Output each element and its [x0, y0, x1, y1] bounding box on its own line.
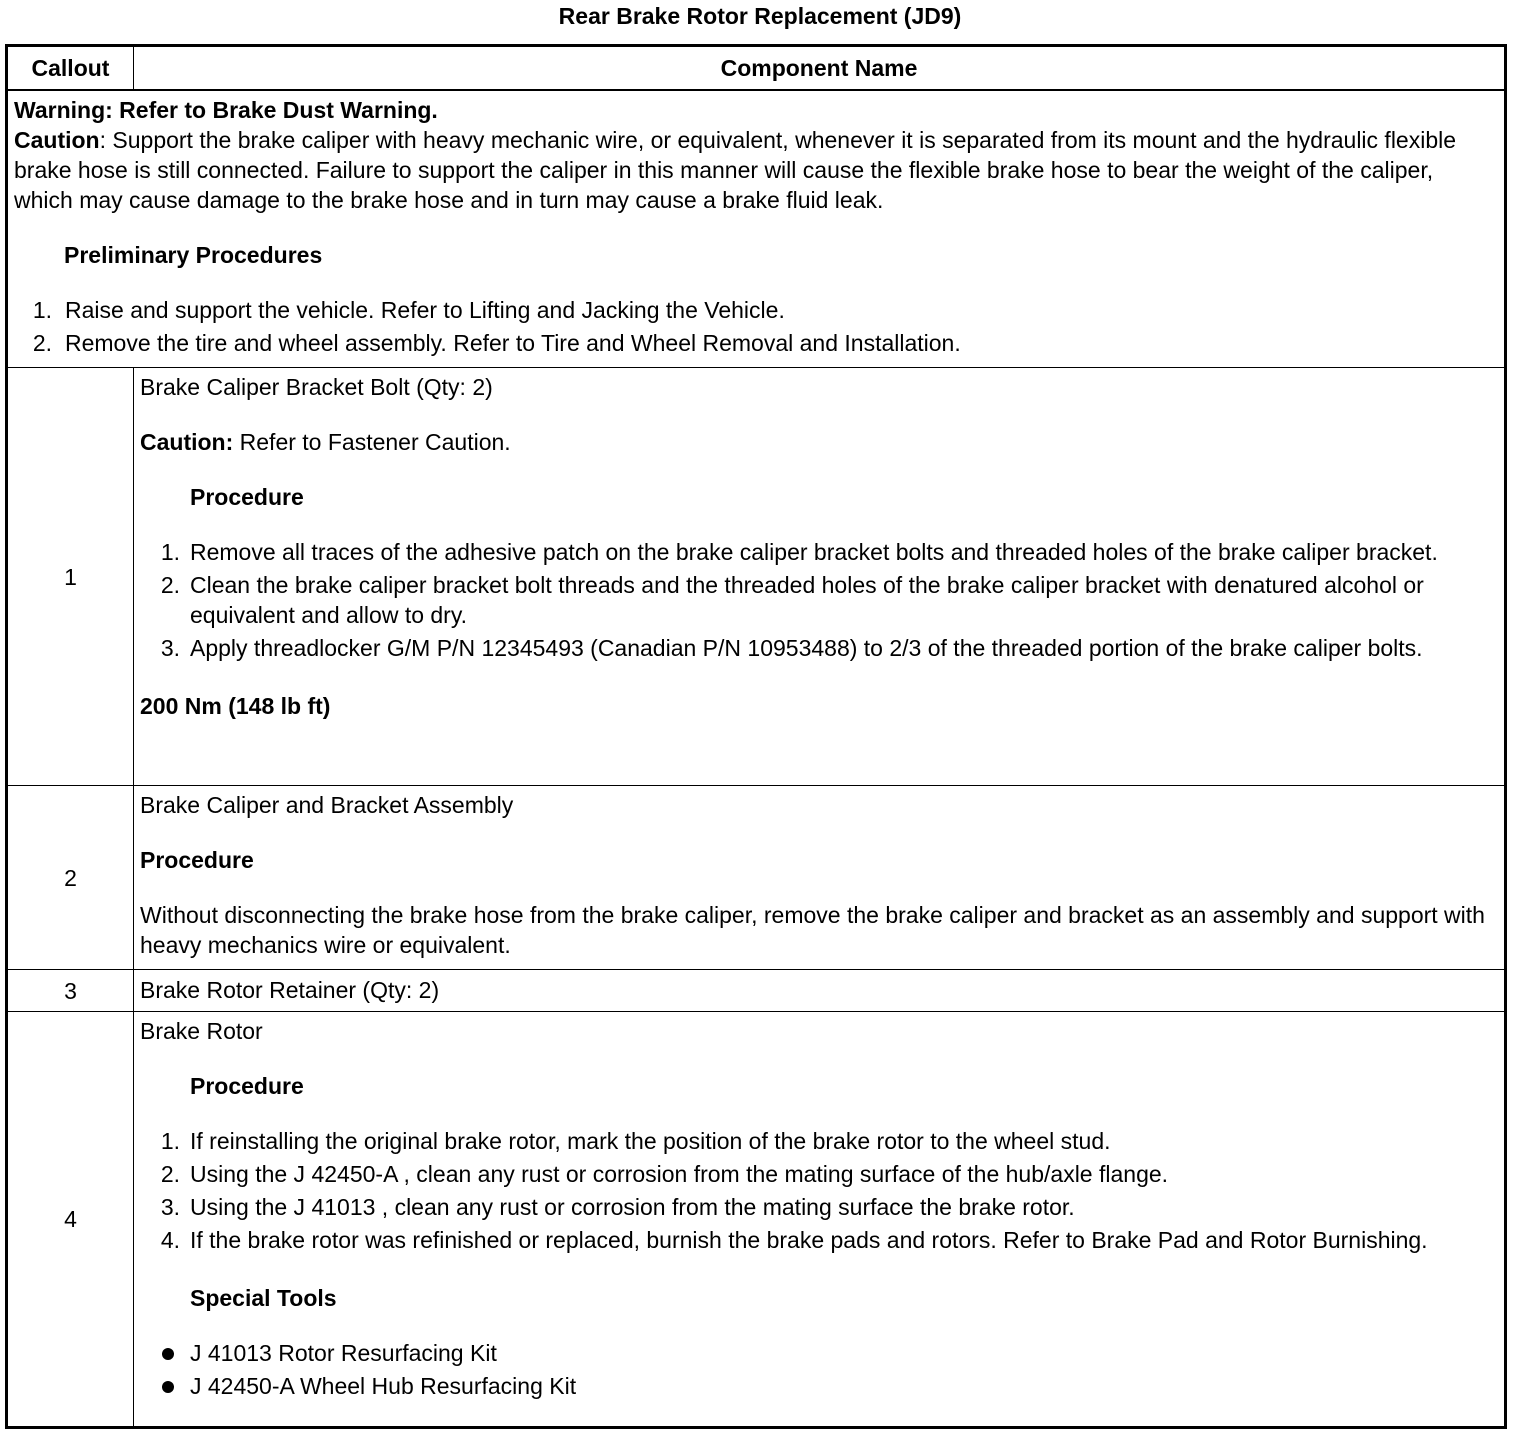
table-header-row	[7, 46, 1506, 91]
tool-name: J 42450-A Wheel Hub Resurfacing Kit	[190, 1373, 577, 1399]
procedure-heading: Procedure	[190, 1073, 304, 1099]
step-number: 2.	[160, 1161, 180, 1187]
component-name: Brake Rotor	[140, 1018, 263, 1044]
intro-cell	[7, 90, 1506, 368]
list-item	[140, 570, 1498, 630]
list-item	[140, 1159, 1498, 1189]
caution-label: Caution:	[140, 429, 234, 455]
callout-column-header: Callout	[7, 46, 134, 91]
component-cell	[134, 1012, 1506, 1428]
list-item	[140, 1126, 1498, 1156]
list-item	[14, 328, 1498, 358]
list-item	[140, 1371, 1498, 1401]
procedure-steps	[140, 1126, 1498, 1255]
step-number: 2.	[32, 330, 52, 356]
step-number: 3.	[160, 635, 180, 661]
step-text: Using the J 41013 , clean any rust or corrosion from the mating surface the brake rotor.	[190, 1194, 1075, 1220]
procedure-table	[5, 44, 1507, 1429]
list-item	[140, 537, 1498, 567]
step-number: 2.	[160, 572, 180, 598]
procedure-heading: Procedure	[140, 847, 254, 873]
list-item	[14, 295, 1498, 325]
component-name: Brake Rotor Retainer (Qty: 2)	[140, 976, 440, 1003]
procedure-text: Without disconnecting the brake hose from the brake caliper, remove the brake caliper and bracket as an assembly and support with heavy mechanics wire or equivalent.	[140, 902, 1485, 958]
table-row	[7, 970, 1506, 1012]
step-number: 1.	[160, 1128, 180, 1154]
tool-name: J 41013 Rotor Resurfacing Kit	[190, 1340, 497, 1366]
step-text: Raise and support the vehicle. Refer to Lifting and Jacking the Vehicle.	[65, 297, 785, 323]
step-text: Using the J 42450-A , clean any rust or corrosion from the mating surface of the hub/axle flange.	[190, 1161, 1169, 1187]
preliminary-steps	[14, 295, 1498, 358]
component-cell	[134, 786, 1506, 970]
list-item	[140, 1225, 1498, 1255]
table-row	[7, 786, 1506, 970]
intro-row	[7, 90, 1506, 368]
step-text: Remove the tire and wheel assembly. Refer to Tire and Wheel Removal and Installation.	[65, 330, 961, 356]
procedure-heading: Procedure	[190, 484, 304, 510]
step-text: Clean the brake caliper bracket bolt threads and the threaded holes of the brake caliper bracket with denatured alcohol or equivalent and allow to dry.	[190, 572, 1424, 628]
callout-number: 1	[7, 368, 134, 786]
procedure-steps	[140, 537, 1498, 663]
special-tools-heading: Special Tools	[190, 1285, 337, 1311]
caution-text: Refer to Fastener Caution.	[233, 429, 511, 455]
step-number: 4.	[160, 1227, 180, 1253]
callout-number: 3	[7, 970, 134, 1012]
callout-number: 2	[7, 786, 134, 970]
component-name: Brake Caliper and Bracket Assembly	[140, 792, 514, 818]
component-column-header: Component Name	[134, 46, 1506, 91]
table-row	[7, 1012, 1506, 1428]
step-number: 1.	[160, 539, 180, 565]
list-item	[140, 1192, 1498, 1222]
special-tools-list	[140, 1338, 1498, 1401]
component-name: Brake Caliper Bracket Bolt (Qty: 2)	[140, 374, 493, 400]
preliminary-procedures-heading: Preliminary Procedures	[64, 242, 323, 268]
bullet-icon	[162, 1381, 174, 1393]
component-cell	[134, 970, 1506, 1012]
list-item	[140, 1338, 1498, 1368]
callout-number: 4	[7, 1012, 134, 1428]
torque-spec: 200 Nm (148 lb ft)	[140, 693, 331, 719]
caution-text: : Support the brake caliper with heavy mechanic wire, or equivalent, whenever it is separated from its mount and the hydraulic flexible brake hose is still connected. Failure to support the caliper in this manner will cause the flexible brake hose to bear the weight of the caliper, which may cause damage to the brake hose and in turn may cause a brake fluid leak.	[14, 127, 1457, 213]
list-item	[140, 633, 1498, 663]
step-text: If reinstalling the original brake rotor, mark the position of the brake rotor to the wheel stud.	[190, 1128, 1111, 1154]
caliper-caution	[14, 125, 1498, 215]
bullet-icon	[162, 1348, 174, 1360]
page-title: Rear Brake Rotor Replacement (JD9)	[558, 3, 962, 29]
step-text: If the brake rotor was refinished or replaced, burnish the brake pads and rotors. Refer to Brake Pad and Rotor Burnishing.	[190, 1227, 1428, 1253]
fastener-caution	[140, 427, 1498, 457]
brake-dust-warning: Warning: Refer to Brake Dust Warning.	[14, 97, 438, 123]
step-text: Apply threadlocker G/M P/N 12345493 (Canadian P/N 10953488) to 2/3 of the threaded portion of the brake caliper bolts.	[190, 635, 1423, 661]
step-number: 1.	[32, 297, 52, 323]
caution-label: Caution	[14, 127, 100, 153]
step-text: Remove all traces of the adhesive patch on the brake caliper bracket bolts and threaded holes of the brake caliper bracket.	[190, 539, 1438, 565]
step-number: 3.	[160, 1194, 180, 1220]
component-cell	[134, 368, 1506, 786]
table-row	[7, 368, 1506, 786]
